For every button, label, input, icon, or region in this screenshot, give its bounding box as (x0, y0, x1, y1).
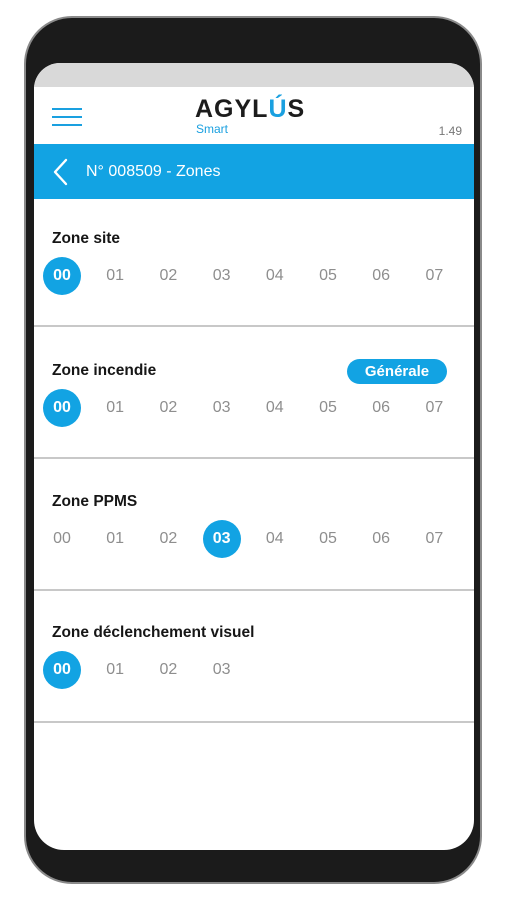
hamburger-menu-icon[interactable] (52, 108, 82, 126)
zone-option-07[interactable]: 07 (425, 267, 444, 284)
zone-incendie-section (34, 327, 474, 459)
logo-subtitle: Smart (196, 122, 229, 136)
zone-option-01[interactable]: 01 (106, 530, 125, 547)
zone-option-06[interactable]: 06 (372, 267, 391, 284)
section-title: Zone déclenchement visuel (52, 624, 255, 641)
section-title: Zone site (52, 230, 121, 247)
app-bar (34, 87, 474, 144)
zone-option-02[interactable]: 02 (159, 661, 178, 678)
zone-option-05[interactable]: 05 (319, 530, 337, 547)
zone-option-00[interactable]: 00 (53, 530, 71, 547)
zone-option-01[interactable]: 01 (106, 267, 125, 284)
zone-option-07[interactable]: 07 (425, 530, 444, 547)
logo-text-main: AGYL (195, 95, 269, 123)
generale-badge[interactable]: Générale (347, 359, 447, 384)
chevron-left-icon[interactable] (50, 157, 72, 187)
zone-option-02[interactable]: 02 (159, 530, 178, 547)
section-title: Zone PPMS (52, 493, 138, 510)
zone-option-00[interactable]: 00 (43, 257, 81, 295)
section-title: Zone incendie (52, 362, 157, 379)
zone-declenchement-visuel-section (34, 591, 474, 723)
app-version: 1.49 (438, 124, 462, 138)
zone-option-06[interactable]: 06 (372, 399, 391, 416)
logo-text-end: S (287, 95, 306, 123)
zone-option-00[interactable]: 00 (43, 389, 81, 427)
zone-option-00[interactable]: 00 (43, 651, 81, 689)
zone-option-01[interactable]: 01 (106, 399, 125, 416)
status-bar (34, 63, 474, 87)
app-screen (34, 63, 474, 850)
zone-option-06[interactable]: 06 (372, 530, 391, 547)
zone-site-section (34, 199, 474, 327)
zone-option-03[interactable]: 03 (203, 520, 241, 558)
title-bar (34, 144, 474, 199)
zone-option-05[interactable]: 05 (319, 267, 337, 284)
zone-option-01[interactable]: 01 (106, 661, 125, 678)
zone-option-05[interactable]: 05 (319, 399, 337, 416)
zone-option-03[interactable]: 03 (212, 399, 231, 416)
zone-option-03[interactable]: 03 (212, 267, 231, 284)
logo-text-u: Ú (268, 95, 288, 123)
page-title: N° 008509 - Zones (86, 163, 221, 180)
zone-ppms-section (34, 459, 474, 591)
zone-option-04[interactable]: 04 (265, 267, 284, 284)
zone-option-02[interactable]: 02 (159, 267, 178, 284)
zone-option-04[interactable]: 04 (265, 530, 284, 547)
zone-option-04[interactable]: 04 (265, 399, 284, 416)
zone-option-07[interactable]: 07 (425, 399, 444, 416)
agylus-logo (195, 94, 315, 138)
zone-option-03[interactable]: 03 (212, 661, 231, 678)
zone-option-02[interactable]: 02 (159, 399, 178, 416)
